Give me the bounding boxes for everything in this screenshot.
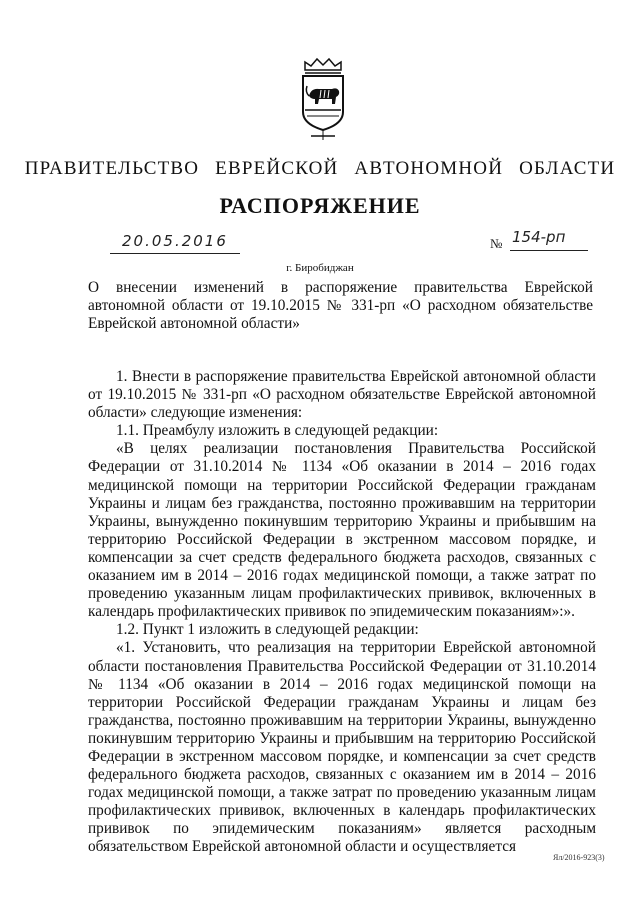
government-title: ПРАВИТЕЛЬСТВО ЕВРЕЙСКОЙ АВТОНОМНОЙ ОБЛАСТИ (24, 158, 616, 179)
document-number: 154-рп (512, 228, 566, 246)
document-subject: О внесении изменений в распоряжение правительства Еврейской автономной области от 19.10.2015 № 331-рп «О расходном обязательстве Еврейской автономной области» (88, 279, 593, 332)
tiger-coat-of-arms-icon (299, 56, 347, 142)
number-sign: № (490, 236, 503, 251)
document-date: 20.05.2016 (122, 232, 228, 250)
paragraph-1: 1. Внести в распоряжение правительства Еврейской автономной области от 19.10.2015 № 331-рп «О расходном обязательстве Еврейской автономной области» следующие изменения: (88, 368, 596, 422)
paragraph-1-1: 1.1. Преамбулу изложить в следующей редакции: (116, 422, 439, 440)
city-label: г. Биробиджан (286, 262, 354, 274)
document-body (88, 368, 596, 857)
paragraph-preamble-text: «В целях реализации постановления Правительства Российской Федерации от 31.10.2014 № 1134 «Об оказании в 2014 – 2016 годах медицинской помощи на территории Российской Федерации гражданам Украины и лицам без гражданства, постоянно проживавшим на территории Украины, вынужденно покинувшим территорию Украины и прибывшим на территорию Российской Федерации в экстренном массовом порядке, и компенсации за счет средств федерального бюджета расходов, связанных с оказанием им в 2014 – 2016 годах медицинской помощи, а также затрат по проведению указанным лицам профилактических прививок, включенных в календарь профилактических прививок по эпидемическим показаниям»:». (88, 440, 596, 621)
footer-doc-code: Ял/2016-923(3) (553, 853, 605, 862)
paragraph-point-1-text: «1. Установить, что реализация на территории Еврейской автономной области постановления Правительства Российской Федерации от 31.10.2014 № 1134 «Об оказании в 2014 – 2016 годах медицинской помощи на территории Российской Федерации гражданам Украины и лицам без гражданства, постоянно проживавшим на территории Украины, вынужденно покинувшим территорию Украины и прибывшим на территорию Российской Федерации в экстренном массовом порядке, и компенсации за счет средств федерального бюджета расходов, связанных с оказанием им в 2014 – 2016 годах медицинской помощи, а также затрат по проведению указанным лицам профилактических прививок, включенных в календарь профилактических прививок по эпидемическим показаниям» является расходным обязательством Еврейской автономной области и осуществляется (88, 639, 596, 856)
document-type-heading: РАСПОРЯЖЕНИЕ (219, 193, 421, 218)
paragraph-1-2: 1.2. Пункт 1 изложить в следующей редакции: (116, 621, 419, 639)
number-underline (510, 250, 588, 251)
date-underline (110, 253, 240, 254)
